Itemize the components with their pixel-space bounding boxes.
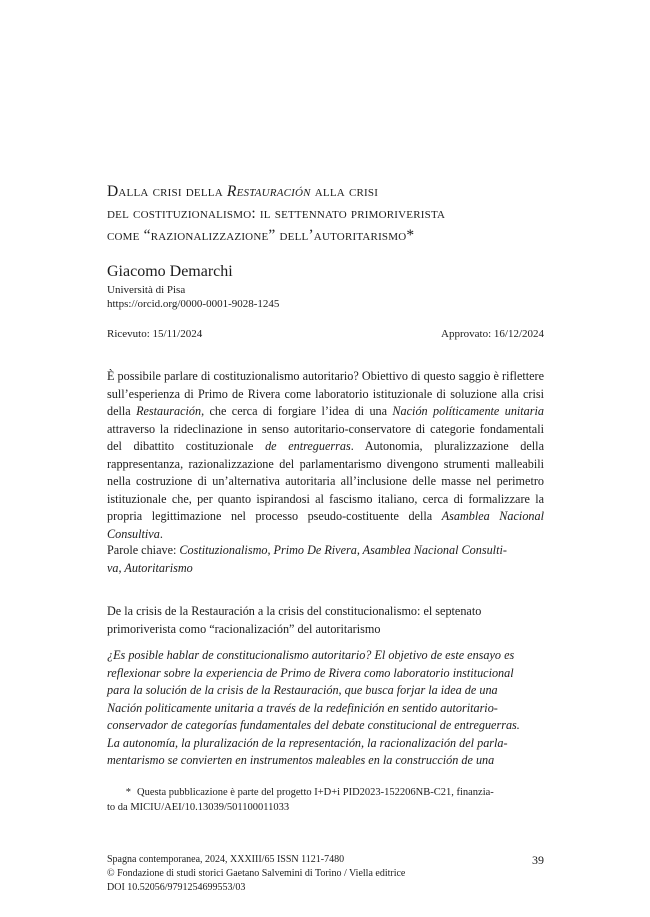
abstract-spanish	[107, 647, 544, 770]
article-title-line-3: come “razionalizzazione” dell’autoritarismo*	[107, 227, 415, 244]
received-date: Ricevuto: 15/11/2024	[107, 328, 203, 340]
abstract-spanish-line: conservador de categorías fundamentales del debate constitucional de entreguerras.	[107, 718, 520, 732]
page-number: 39	[532, 853, 544, 867]
author-name: Giacomo Demarchi	[107, 263, 233, 280]
spanish-title: De la crisis de la Restauración a la crisis del constitucionalismo: el septenato primoriverista como “racionalización” del autoritarismo	[107, 604, 482, 636]
article-title-line-2: del costituzionalismo: il settennato primoriverista	[107, 205, 446, 222]
keywords-list-line-1: Costituzionalismo, Primo De Rivera, Asamblea Nacional Consulti-	[179, 543, 507, 557]
abstract-spanish-line: Nación politicamente unitaria a través de la redefinición en sentido autoritario-	[107, 700, 498, 715]
abstract-italian: È possibile parlare di costituzionalismo autoritario? Obiettivo di questo saggio è riflettere sull’esperienza di Primo de Rivera come laboratorio istituzionale di soluzione alla crisi della Restauración, che cerca di forgiare l’idea di una Nación políticamente unitaria attraverso la rideclinazione in senso autoritario-conservatore di categorie fondamentali del dibattito costituzionale de entreguerras. Autonomia, pluralizzazione della rappresentanza, razionalizzazione del parlamentarismo divengono strumenti malleabili nella costruzione di un’alternativa autoritaria all’inclusione delle masse nel perimetro istituzionale che, per quanto ispirandosi al fascismo italiano, cerca di formalizzare la propria legittimazione nel processo pseudo-costituente della Asamblea Nacional Consultiva.	[107, 369, 544, 541]
abstract-spanish-line: ¿Es posible hablar de constitucionalismo autoritario? El objetivo de este ensayo es	[107, 648, 515, 662]
submission-dates	[107, 327, 544, 342]
footnote: * Questa pubblicazione è parte del progetto I+D+i PID2023-152206NB-C21, finanzia- to da MICIU/AEI/10.13039/501100011033	[107, 787, 494, 813]
abstract-spanish-line: reflexionar sobre la experiencia de Primo de Rivera como laboratorio institucional	[107, 665, 514, 680]
keywords-italian	[107, 542, 544, 577]
copyright-notice: © Fondazione di studi storici Gaetano Salvemini di Torino / Viella editrice	[107, 868, 406, 879]
article-title-line-1: Dalla crisi della Restauración alla crisi	[107, 183, 379, 200]
abstract-spanish-line: La autonomía, la pluralización de la representación, la racionalización del parla-	[107, 735, 508, 750]
keywords-list-line-2: va, Autoritarismo	[107, 560, 193, 575]
footnote-mark: *	[125, 787, 131, 798]
abstract-spanish-line: mentarismo se convierten en instrumentos maleables en la construcción de una	[107, 753, 495, 767]
page-footer	[107, 853, 544, 895]
approved-date: Approvato: 16/12/2024	[441, 328, 544, 340]
article-title	[107, 181, 544, 247]
author-affiliation: Università di Pisa	[107, 284, 186, 296]
author-orcid-link[interactable]: https://orcid.org/0000-0001-9028-1245	[107, 298, 280, 310]
abstract-spanish-line: para la solución de la crisis de la Restauración, que busca forjar la idea de una	[107, 683, 498, 697]
doi: DOI 10.52056/9791254699553/03	[107, 882, 246, 893]
keywords-label: Parole chiave:	[107, 543, 180, 557]
journal-info: Spagna contemporanea, 2024, XXXIII/65 ISSN 1121-7480	[107, 854, 345, 865]
